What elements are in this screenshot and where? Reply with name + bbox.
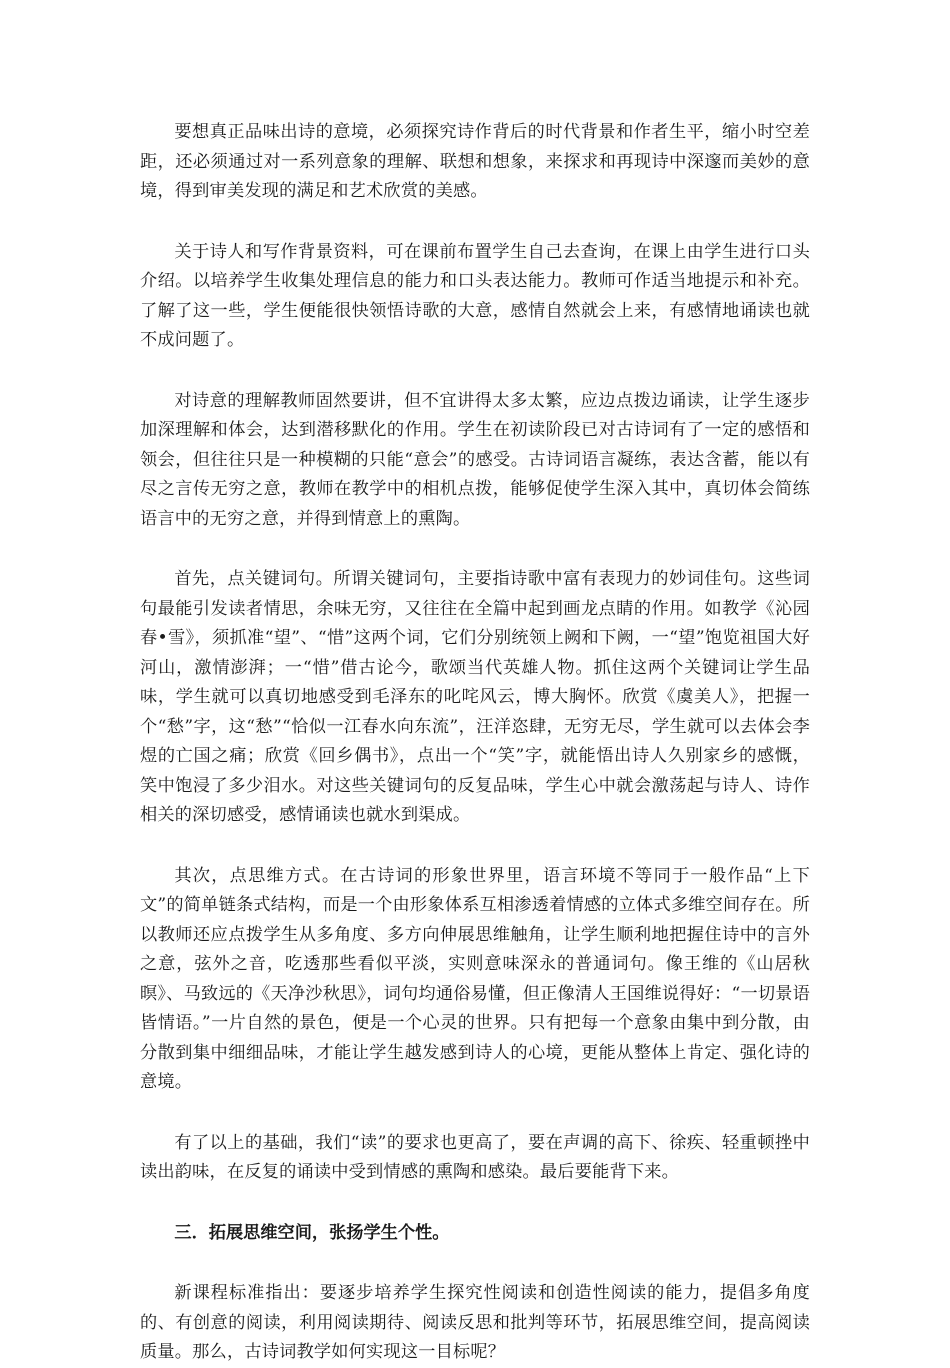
paragraph-background-materials: 关于诗人和写作背景资料，可在课前布置学生自己去查询，在课上由学生进行口头介绍。以培养学生收集处理信息的能力和口头表达能力。教师可作适当地提示和补充。了解了这一些，学生便能很快领悟诗歌的大意，感情自然就会上来，有感情地诵读也就不成问题了。 bbox=[140, 241, 810, 350]
paragraph-gap bbox=[140, 1188, 810, 1219]
paragraph-gap bbox=[140, 207, 810, 238]
paragraph-gap bbox=[140, 831, 810, 862]
paragraph-gap bbox=[140, 1098, 810, 1129]
document-page bbox=[140, 118, 810, 1368]
paragraph-gap bbox=[140, 1248, 810, 1279]
paragraph-poetic-mood: 要想真正品味出诗的意境，必须探究诗作背后的时代背景和作者生平，缩小时空差距，还必须通过对一系列意象的理解、联想和想象，来探求和再现诗中深邃而美妙的意境，得到审美发现的满足和艺术欣赏的美感。 bbox=[140, 122, 810, 201]
paragraph-thinking-mode: 其次，点思维方式。在古诗词的形象世界里，语言环境不等同于一般作品“上下文”的简单链条式结构，而是一个由形象体系互相渗透着情感的立体式多维空间存在。所以教师还应点拨学生从多角度、多方向伸展思维触角，让学生顺利地把握住诗中的言外之意，弦外之音，吃透那些看似平淡，实则意味深永的普通词句。像王维的《山居秋暝》、马致远的《天净沙秋思》，词句均通俗易懂，但正像清人王国维说得好：“一切景语皆情语。”一片自然的景色，便是一个心灵的世界。只有把每一个意象由集中到分散，由分散到集中细细品味，才能让学生越发感到诗人的心境，更能从整体上肯定、强化诗的意境。 bbox=[140, 865, 810, 1092]
paragraph-gap bbox=[140, 534, 810, 565]
paragraph-curriculum-standard: 新课程标准指出：要逐步培养学生探究性阅读和创造性阅读的能力，提倡多角度的、有创意的阅读，利用阅读期待、阅读反思和批判等环节，拓展思维空间，提高阅读质量。那么，古诗词教学如何实现这一目标呢？ bbox=[140, 1283, 810, 1362]
section-heading: 三．拓展思维空间，张扬学生个性。 bbox=[174, 1222, 450, 1243]
paragraph-key-words: 首先，点关键词句。所谓关键词句，主要指诗歌中富有表现力的妙词佳句。这些词句最能引发读者情思，余味无穷，又往往在全篇中起到画龙点睛的作用。如教学《沁园春•雪》，须抓准“望”、“惜”这两个词，它们分别统领上阙和下阙，一“望”饱览祖国大好河山，激情澎湃；一“惜”借古论今，歌颂当代英雄人物。抓住这两个关键词让学生品味，学生就可以真切地感受到毛泽东的叱咤风云，博大胸怀。欣赏《虞美人》，把握一个“愁”字，这“愁”“恰似一江春水向东流”，汪洋恣肆，无穷无尽，学生就可以去体会李煜的亡国之痛；欣赏《回乡偶书》，点出一个“笑”字，就能悟出诗人久别家乡的感慨，笑中饱浸了多少泪水。对这些关键词句的反复品味，学生心中就会激荡起与诗人、诗作相关的深切感受，感情诵读也就水到渠成。 bbox=[140, 569, 810, 825]
paragraph-reading-requirements: 有了以上的基础，我们“读”的要求也更高了，要在声调的高下、徐疾、轻重顿挫中读出韵味，在反复的诵读中受到情感的熏陶和感染。最后要能背下来。 bbox=[140, 1132, 810, 1182]
paragraph-teacher-guidance: 对诗意的理解教师固然要讲，但不宜讲得太多太繁，应边点拨边诵读，让学生逐步加深理解和体会，达到潜移默化的作用。学生在初读阶段已对古诗词有了一定的感悟和领会，但往往只是一种模糊的只能“意会”的感受。古诗词语言凝练，表达含蓄，能以有尽之言传无穷之意，教师在教学中的相机点拨，能够促使学生深入其中，真切体会简练语言中的无穷之意，并得到情意上的熏陶。 bbox=[140, 390, 810, 529]
paragraph-gap bbox=[140, 356, 810, 387]
